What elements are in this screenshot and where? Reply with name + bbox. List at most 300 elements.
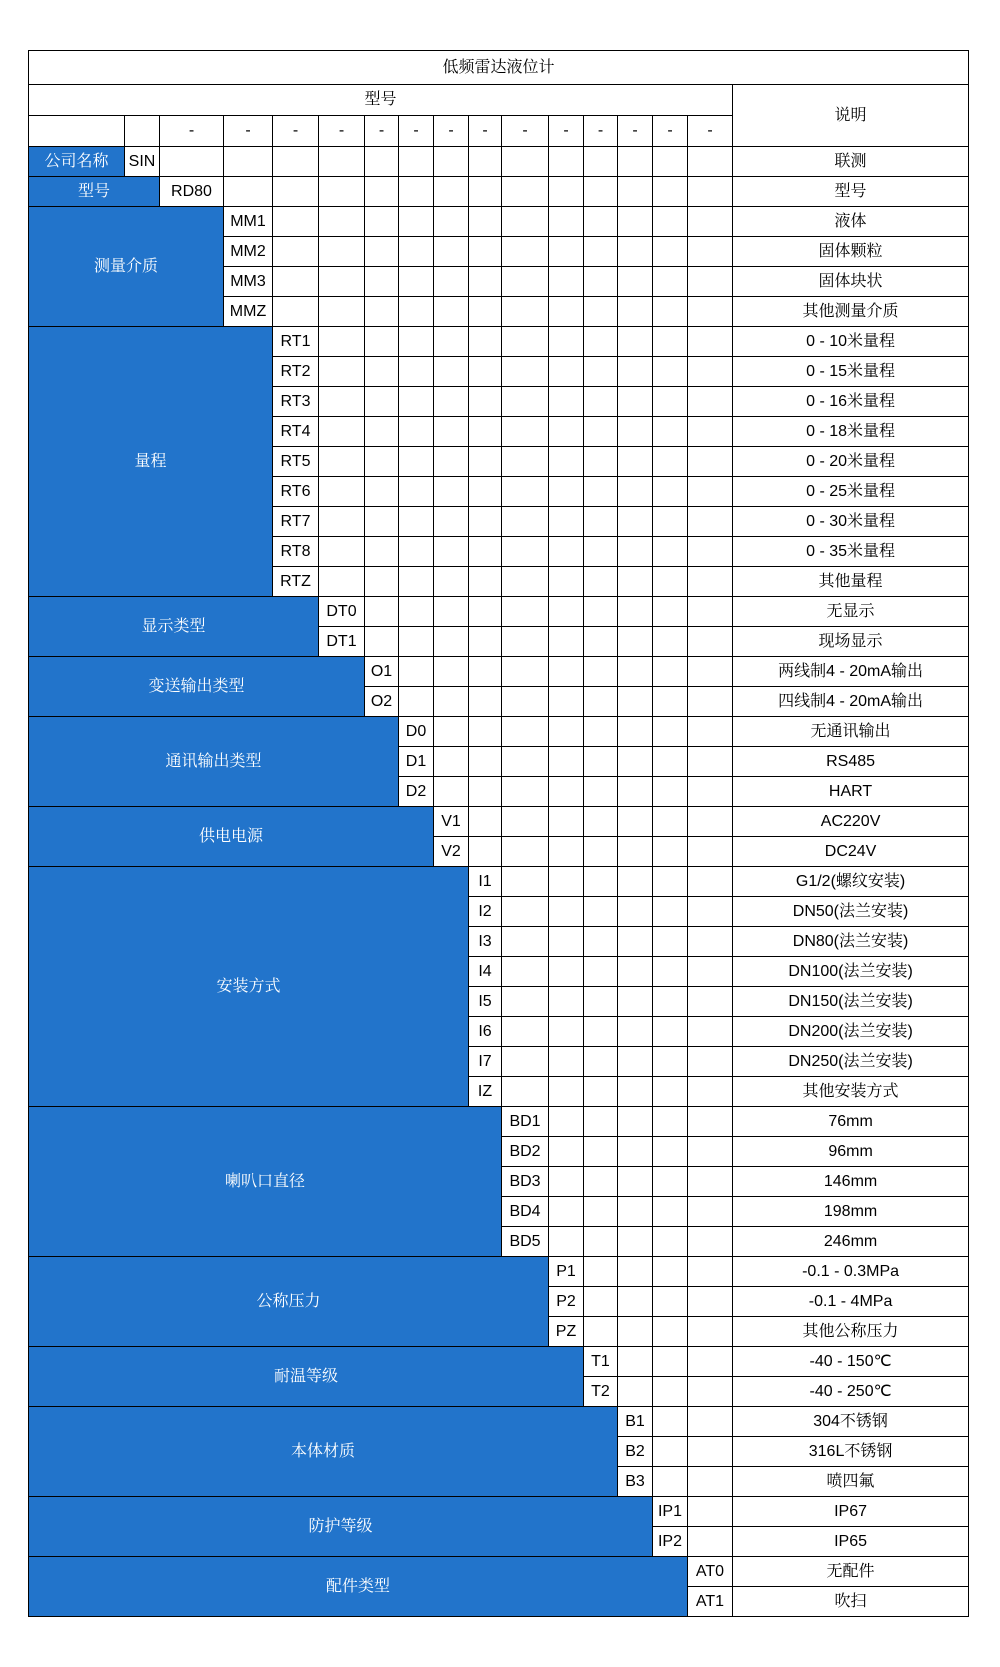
empty-cell — [584, 147, 618, 177]
empty-cell — [618, 147, 653, 177]
empty-cell — [653, 507, 688, 537]
empty-cell — [365, 627, 399, 657]
empty-cell — [584, 777, 618, 807]
empty-cell — [584, 237, 618, 267]
empty-cell — [502, 747, 549, 777]
option-description-cell: 其他量程 — [733, 567, 969, 597]
option-code-cell: I2 — [469, 897, 502, 927]
empty-cell — [399, 237, 434, 267]
empty-cell — [502, 357, 549, 387]
option-code-cell: P1 — [549, 1257, 584, 1287]
empty-cell — [584, 1047, 618, 1077]
option-code-cell: DT0 — [319, 597, 365, 627]
empty-cell — [653, 957, 688, 987]
empty-cell — [584, 387, 618, 417]
empty-cell — [653, 387, 688, 417]
empty-cell — [469, 177, 502, 207]
option-code-cell: BD1 — [502, 1107, 549, 1137]
empty-cell — [502, 717, 549, 747]
option-description-cell: 两线制4 - 20mA输出 — [733, 657, 969, 687]
option-code-cell: BD2 — [502, 1137, 549, 1167]
option-description-cell: 液体 — [733, 207, 969, 237]
empty-cell — [434, 777, 469, 807]
empty-cell — [688, 837, 733, 867]
option-description-cell: 304不锈钢 — [733, 1407, 969, 1437]
empty-cell — [434, 327, 469, 357]
group-label: 公称压力 — [29, 1257, 549, 1347]
option-description-cell: 型号 — [733, 177, 969, 207]
empty-cell — [319, 267, 365, 297]
empty-cell — [688, 867, 733, 897]
empty-cell — [618, 777, 653, 807]
empty-cell — [688, 147, 733, 177]
option-description-cell: 其他测量介质 — [733, 297, 969, 327]
empty-cell — [618, 357, 653, 387]
empty-cell — [618, 267, 653, 297]
empty-cell — [618, 957, 653, 987]
empty-cell — [584, 507, 618, 537]
empty-cell — [434, 447, 469, 477]
group-label: 防护等级 — [29, 1497, 653, 1557]
empty-cell — [549, 537, 584, 567]
empty-cell — [584, 477, 618, 507]
option-description-cell: DN200(法兰安装) — [733, 1017, 969, 1047]
empty-cell — [549, 837, 584, 867]
empty-cell — [434, 597, 469, 627]
empty-cell — [434, 567, 469, 597]
empty-cell — [549, 867, 584, 897]
option-description-cell: -0.1 - 0.3MPa — [733, 1257, 969, 1287]
empty-cell — [502, 1017, 549, 1047]
empty-cell — [653, 597, 688, 627]
empty-cell — [549, 807, 584, 837]
empty-cell — [502, 987, 549, 1017]
empty-cell — [688, 447, 733, 477]
empty-cell — [653, 177, 688, 207]
option-description-cell: 246mm — [733, 1227, 969, 1257]
empty-cell — [434, 147, 469, 177]
option-description-cell: RS485 — [733, 747, 969, 777]
empty-cell — [502, 927, 549, 957]
empty-cell — [688, 657, 733, 687]
empty-cell — [502, 147, 549, 177]
empty-cell — [653, 327, 688, 357]
option-code-cell: B1 — [618, 1407, 653, 1437]
empty-cell — [653, 1257, 688, 1287]
empty-cell — [688, 387, 733, 417]
empty-cell — [584, 267, 618, 297]
empty-cell — [688, 1167, 733, 1197]
empty-cell — [618, 447, 653, 477]
empty-cell — [618, 1287, 653, 1317]
empty-cell — [584, 177, 618, 207]
empty-cell — [584, 447, 618, 477]
empty-cell — [618, 1257, 653, 1287]
separator-cell: - — [273, 116, 319, 147]
empty-cell — [469, 567, 502, 597]
group-label: 变送输出类型 — [29, 657, 365, 717]
empty-cell — [549, 1107, 584, 1137]
option-code-cell: D0 — [399, 717, 434, 747]
option-code-cell: MMZ — [224, 297, 273, 327]
empty-cell — [653, 1347, 688, 1377]
option-description-cell: 96mm — [733, 1137, 969, 1167]
empty-cell — [584, 1257, 618, 1287]
empty-cell — [319, 207, 365, 237]
option-description-cell: 无通讯输出 — [733, 717, 969, 747]
empty-cell — [618, 1107, 653, 1137]
empty-cell — [618, 1347, 653, 1377]
empty-cell — [469, 627, 502, 657]
empty-cell — [618, 537, 653, 567]
empty-cell — [469, 447, 502, 477]
separator-cell: - — [469, 116, 502, 147]
empty-cell — [618, 837, 653, 867]
empty-cell — [549, 687, 584, 717]
empty-cell — [653, 777, 688, 807]
empty-cell — [688, 537, 733, 567]
option-description-cell: DN80(法兰安装) — [733, 927, 969, 957]
empty-cell — [549, 897, 584, 927]
option-description-cell: -0.1 - 4MPa — [733, 1287, 969, 1317]
empty-cell — [365, 567, 399, 597]
empty-cell — [469, 657, 502, 687]
empty-cell — [688, 777, 733, 807]
empty-cell — [688, 1407, 733, 1437]
empty-cell — [653, 1377, 688, 1407]
empty-cell — [399, 657, 434, 687]
empty-cell — [549, 657, 584, 687]
empty-cell — [469, 537, 502, 567]
empty-cell — [618, 597, 653, 627]
empty-cell — [584, 837, 618, 867]
empty-cell — [549, 567, 584, 597]
empty-cell — [584, 717, 618, 747]
empty-cell — [549, 1017, 584, 1047]
separator-cell: - — [365, 116, 399, 147]
empty-cell — [502, 237, 549, 267]
empty-cell — [502, 297, 549, 327]
empty-cell — [502, 417, 549, 447]
empty-cell — [549, 357, 584, 387]
empty-cell — [688, 477, 733, 507]
empty-cell — [549, 327, 584, 357]
empty-cell — [502, 837, 549, 867]
empty-cell — [502, 627, 549, 657]
empty-cell — [365, 447, 399, 477]
empty-cell — [584, 1287, 618, 1317]
empty-cell — [502, 807, 549, 837]
empty-cell — [688, 1467, 733, 1497]
option-code-cell: O2 — [365, 687, 399, 717]
group-label: 安装方式 — [29, 867, 469, 1107]
option-description-cell: IP67 — [733, 1497, 969, 1527]
empty-cell — [319, 447, 365, 477]
empty-cell — [502, 897, 549, 927]
empty-cell — [365, 267, 399, 297]
empty-cell — [502, 267, 549, 297]
option-description-cell: 联测 — [733, 147, 969, 177]
option-code-cell: RT4 — [273, 417, 319, 447]
empty-cell — [549, 177, 584, 207]
option-description-cell: 0 - 35米量程 — [733, 537, 969, 567]
empty-cell — [469, 837, 502, 867]
model-selection-table — [28, 50, 969, 1617]
empty-cell — [653, 237, 688, 267]
empty-cell — [502, 207, 549, 237]
empty-cell — [618, 1137, 653, 1167]
empty-cell — [688, 1317, 733, 1347]
empty-cell — [618, 717, 653, 747]
empty-cell — [399, 507, 434, 537]
empty-cell — [399, 387, 434, 417]
empty-cell — [653, 867, 688, 897]
empty-cell — [688, 1377, 733, 1407]
empty-cell — [688, 597, 733, 627]
empty-cell — [549, 957, 584, 987]
empty-cell — [584, 357, 618, 387]
empty-cell — [549, 447, 584, 477]
empty-cell — [688, 1227, 733, 1257]
empty-cell — [549, 747, 584, 777]
empty-cell — [688, 1047, 733, 1077]
empty-cell — [549, 297, 584, 327]
option-description-cell: 固体块状 — [733, 267, 969, 297]
empty-cell — [273, 207, 319, 237]
empty-cell — [434, 417, 469, 447]
empty-cell — [584, 897, 618, 927]
empty-cell — [688, 687, 733, 717]
option-description-cell: DN100(法兰安装) — [733, 957, 969, 987]
empty-cell — [549, 927, 584, 957]
group-label: 供电电源 — [29, 807, 434, 867]
empty-cell — [319, 327, 365, 357]
empty-cell — [549, 147, 584, 177]
option-code-cell: BD5 — [502, 1227, 549, 1257]
empty-cell — [224, 177, 273, 207]
empty-cell — [319, 387, 365, 417]
option-description-cell: 0 - 18米量程 — [733, 417, 969, 447]
option-code-cell: V2 — [434, 837, 469, 867]
empty-cell — [618, 417, 653, 447]
empty-cell — [584, 1107, 618, 1137]
option-description-cell: HART — [733, 777, 969, 807]
empty-cell — [549, 507, 584, 537]
option-code-cell: RT5 — [273, 447, 319, 477]
empty-cell — [688, 1077, 733, 1107]
empty-cell — [653, 417, 688, 447]
empty-cell — [319, 357, 365, 387]
group-label: 量程 — [29, 327, 273, 597]
empty-cell — [653, 1137, 688, 1167]
empty-cell — [434, 297, 469, 327]
empty-cell — [653, 207, 688, 237]
empty-cell — [399, 417, 434, 447]
empty-cell — [618, 477, 653, 507]
empty-cell — [434, 627, 469, 657]
empty-cell — [469, 267, 502, 297]
option-code-cell: AT1 — [688, 1587, 733, 1617]
empty-cell — [653, 477, 688, 507]
empty-cell — [653, 297, 688, 327]
option-code-cell: RD80 — [160, 177, 224, 207]
empty-cell — [399, 477, 434, 507]
empty-cell — [618, 1017, 653, 1047]
empty-cell — [399, 537, 434, 567]
option-description-cell: 四线制4 - 20mA输出 — [733, 687, 969, 717]
option-code-cell: I3 — [469, 927, 502, 957]
empty-cell — [399, 207, 434, 237]
empty-cell — [653, 447, 688, 477]
empty-cell — [618, 657, 653, 687]
separator-cell: - — [618, 116, 653, 147]
empty-cell — [502, 597, 549, 627]
empty-cell — [618, 207, 653, 237]
empty-cell — [688, 1107, 733, 1137]
empty-cell — [549, 987, 584, 1017]
empty-cell — [502, 777, 549, 807]
empty-cell — [549, 627, 584, 657]
empty-cell — [160, 147, 224, 177]
empty-cell — [618, 687, 653, 717]
option-description-cell: AC220V — [733, 807, 969, 837]
option-code-cell: B2 — [618, 1437, 653, 1467]
empty-cell — [584, 207, 618, 237]
empty-cell — [399, 297, 434, 327]
separator-cell: - — [399, 116, 434, 147]
empty-cell — [399, 447, 434, 477]
empty-cell — [653, 897, 688, 927]
empty-cell — [618, 507, 653, 537]
empty-cell — [688, 987, 733, 1017]
empty-cell — [365, 327, 399, 357]
empty-cell — [399, 327, 434, 357]
empty-cell — [618, 1377, 653, 1407]
empty-cell — [653, 1047, 688, 1077]
option-code-cell: D2 — [399, 777, 434, 807]
option-description-cell: 现场显示 — [733, 627, 969, 657]
empty-cell — [469, 507, 502, 537]
separator-cell: - — [653, 116, 688, 147]
group-label: 喇叭口直径 — [29, 1107, 502, 1257]
option-code-cell: I4 — [469, 957, 502, 987]
empty-cell — [618, 297, 653, 327]
option-description-cell: 316L不锈钢 — [733, 1437, 969, 1467]
empty-cell — [653, 567, 688, 597]
empty-cell — [549, 597, 584, 627]
empty-cell — [469, 357, 502, 387]
empty-cell — [688, 1017, 733, 1047]
empty-cell — [502, 177, 549, 207]
empty-cell — [584, 297, 618, 327]
empty-cell — [618, 1227, 653, 1257]
empty-cell — [319, 297, 365, 327]
empty-cell — [399, 177, 434, 207]
empty-cell — [399, 597, 434, 627]
option-description-cell: -40 - 250℃ — [733, 1377, 969, 1407]
empty-cell — [618, 1167, 653, 1197]
description-header: 说明 — [733, 85, 969, 147]
empty-cell — [399, 267, 434, 297]
empty-cell — [653, 1167, 688, 1197]
empty-cell — [653, 1077, 688, 1107]
empty-cell — [688, 207, 733, 237]
empty-cell — [688, 627, 733, 657]
table-title: 低频雷达液位计 — [29, 51, 969, 85]
option-description-cell: DC24V — [733, 837, 969, 867]
empty-cell — [688, 1137, 733, 1167]
option-description-cell: 0 - 15米量程 — [733, 357, 969, 387]
empty-cell — [618, 237, 653, 267]
empty-cell — [29, 116, 125, 147]
empty-cell — [584, 327, 618, 357]
option-description-cell: DN150(法兰安装) — [733, 987, 969, 1017]
empty-cell — [688, 1257, 733, 1287]
option-code-cell: RT8 — [273, 537, 319, 567]
option-description-cell: 其他安装方式 — [733, 1077, 969, 1107]
empty-cell — [618, 327, 653, 357]
separator-cell: - — [224, 116, 273, 147]
empty-cell — [618, 747, 653, 777]
empty-cell — [584, 927, 618, 957]
separator-cell: - — [502, 116, 549, 147]
group-label: 型号 — [29, 177, 160, 207]
separator-cell: - — [584, 116, 618, 147]
empty-cell — [502, 657, 549, 687]
separator-cell: - — [688, 116, 733, 147]
empty-cell — [469, 147, 502, 177]
empty-cell — [434, 267, 469, 297]
empty-cell — [653, 537, 688, 567]
option-code-cell: RT1 — [273, 327, 319, 357]
empty-cell — [502, 327, 549, 357]
option-description-cell: 固体颗粒 — [733, 237, 969, 267]
empty-cell — [434, 177, 469, 207]
option-code-cell: MM3 — [224, 267, 273, 297]
option-code-cell: T2 — [584, 1377, 618, 1407]
empty-cell — [688, 957, 733, 987]
empty-cell — [653, 1317, 688, 1347]
group-label: 测量介质 — [29, 207, 224, 327]
empty-cell — [549, 1077, 584, 1107]
empty-cell — [653, 1407, 688, 1437]
empty-cell — [549, 267, 584, 297]
empty-cell — [125, 116, 160, 147]
empty-cell — [549, 1047, 584, 1077]
empty-cell — [365, 417, 399, 447]
empty-cell — [549, 1137, 584, 1167]
option-code-cell: PZ — [549, 1317, 584, 1347]
separator-cell: - — [549, 116, 584, 147]
separator-cell: - — [319, 116, 365, 147]
empty-cell — [434, 657, 469, 687]
option-code-cell: I5 — [469, 987, 502, 1017]
empty-cell — [469, 477, 502, 507]
empty-cell — [549, 477, 584, 507]
empty-cell — [584, 1197, 618, 1227]
empty-cell — [549, 1167, 584, 1197]
empty-cell — [688, 927, 733, 957]
group-label: 通讯输出类型 — [29, 717, 399, 807]
empty-cell — [653, 747, 688, 777]
empty-cell — [319, 417, 365, 447]
empty-cell — [618, 1077, 653, 1107]
empty-cell — [502, 537, 549, 567]
group-label: 耐温等级 — [29, 1347, 584, 1407]
empty-cell — [434, 687, 469, 717]
empty-cell — [584, 597, 618, 627]
empty-cell — [688, 357, 733, 387]
